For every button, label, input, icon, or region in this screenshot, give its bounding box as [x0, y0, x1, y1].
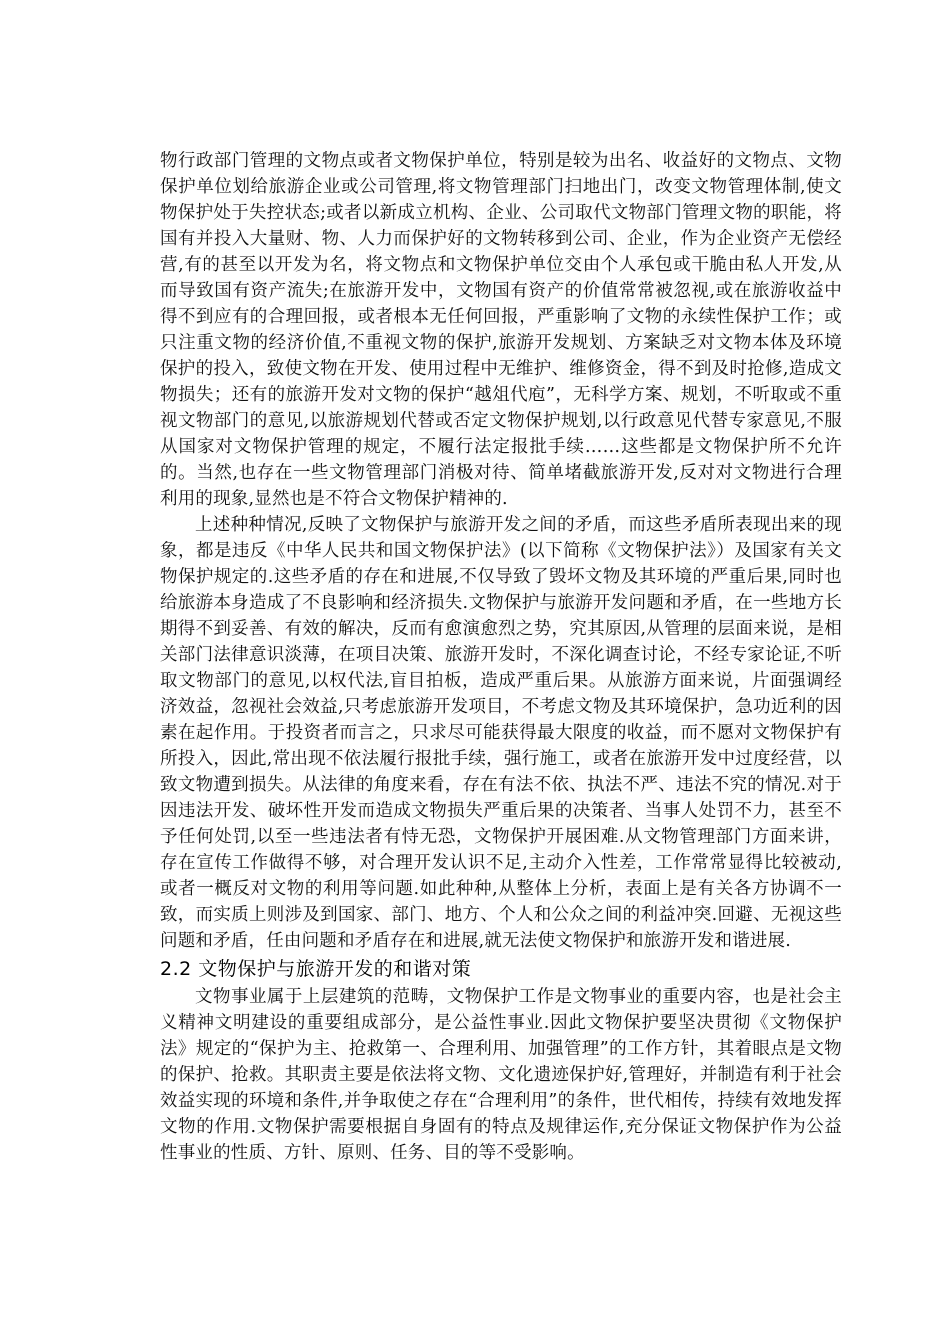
- section-paragraph: 文物事业属于上层建筑的范畴，文物保护工作是文物事业的重要内容，也是社会主义精神文明建设的重要组成部分，是公益性事业.因此文物保护要坚决贯彻《文物保护法》规定的“保护为主、抢救第一、合理利用、加强管理”的工作方针，其着眼点是文物的保护、抢救。其职责主要是依法将文物、文化遗迹保护好,管理好，并制造有利于社会效益实现的环境和条件,并争取使之存在“合理利用”的条件，世代相传，持续有效地发挥文物的作用.文物保护需要根据自身固有的特点及规律运作,充分保证文物保护作为公益性事业的性质、方针、原则、任务、目的等不受影响。: [160, 987, 842, 1163]
- body-paragraph: 上述种种情况,反映了文物保护与旅游开发之间的矛盾，而这些矛盾所表现出来的现象，都是违反《中华人民共和国文物保护法》(以下简称《文物保护法》）及国家有关文物保护规定的.这些矛盾的存在和进展,不仅导致了毁坏文物及其环境的严重后果,同时也给旅游本身造成了不良影响和经济损失.文物保护与旅游开发问题和矛盾，在一些地方长期得不到妥善、有效的解决，反而有愈演愈烈之势，究其原因,从管理的层面来说，是相关部门法律意识淡薄，在项目决策、旅游开发时，不深化调查讨论，不经专家论证,不听取文物部门的意见,以权代法,盲目拍板，造成严重后果。从旅游方面来说，片面强调经济效益，忽视社会效益,只考虑旅游开发项目，不考虑文物及其环境保护，急功近利的因素在起作用。于投资者而言之，只求尽可能获得最大限度的收益，而不愿对文物保护有所投入，因此,常出现不依法履行报批手续，强行施工，或者在旅游开发中过度经营，以致文物遭到损失。从法律的角度来看，存在有法不依、执法不严、违法不究的情况.对于因违法开发、破坏性开发而造成文物损失严重后果的决策者、当事人处罚不力，甚至不予任何处罚,以至一些违法者有恃无恐，文物保护开展困难.从文物管理部门方面来讲，存在宣传工作做得不够，对合理开发认识不足,主动介入性差，工作常常显得比较被动,或者一概反对文物的利用等问题.如此种种,从整体上分析，表面上是有关各方协调不一致，而实质上则涉及到国家、部门、地方、个人和公众之间的利益冲突.回避、无视这些问题和矛盾，任由问题和矛盾存在和进展,就无法使文物保护和旅游开发和谐进展.: [160, 515, 842, 951]
- body-paragraph-continued: 物行政部门管理的文物点或者文物保护单位，特别是较为出名、收益好的文物点、文物保护单位划给旅游企业或公司管理,将文物管理部门扫地出门，改变文物管理体制,使文物保护处于失控状态;或者以新成立机构、企业、公司取代文物部门管理文物的职能，将国有并投入大量财、物、人力而保护好的文物转移到公司、企业，作为企业资产无偿经营,有的甚至以开发为名，将文物点和文物保护单位交由个人承包或干脆由私人开发,从而导致国有资产流失;在旅游开发中，文物国有资产的价值常常被忽视,或在旅游收益中得不到应有的合理回报，或者根本无任何回报，严重影响了文物的永续性保护工作；或只注重文物的经济价值,不重视文物的保护,旅游开发规划、方案缺乏对文物本体及环境保护的投入，致使文物在开发、使用过程中无维护、维修资金，得不到及时抢修,造成文物损失；还有的旅游开发对文物的保护“越俎代庖”，无科学方案、规划，不听取或不重视文物部门的意见,以旅游规划代替或否定文物保护规划,以行政意见代替专家意见,不服从国家对文物保护管理的规定，不履行法定报批手续……这些都是文物保护所不允许的。当然,也存在一些文物管理部门消极对待、简单堵截旅游开发,反对对文物进行合理利用的现象,显然也是不符合文物保护精神的.: [160, 151, 842, 509]
- section-heading: 2.2 文物保护与旅游开发的和谐对策: [160, 958, 472, 980]
- document-page: [160, 148, 842, 1166]
